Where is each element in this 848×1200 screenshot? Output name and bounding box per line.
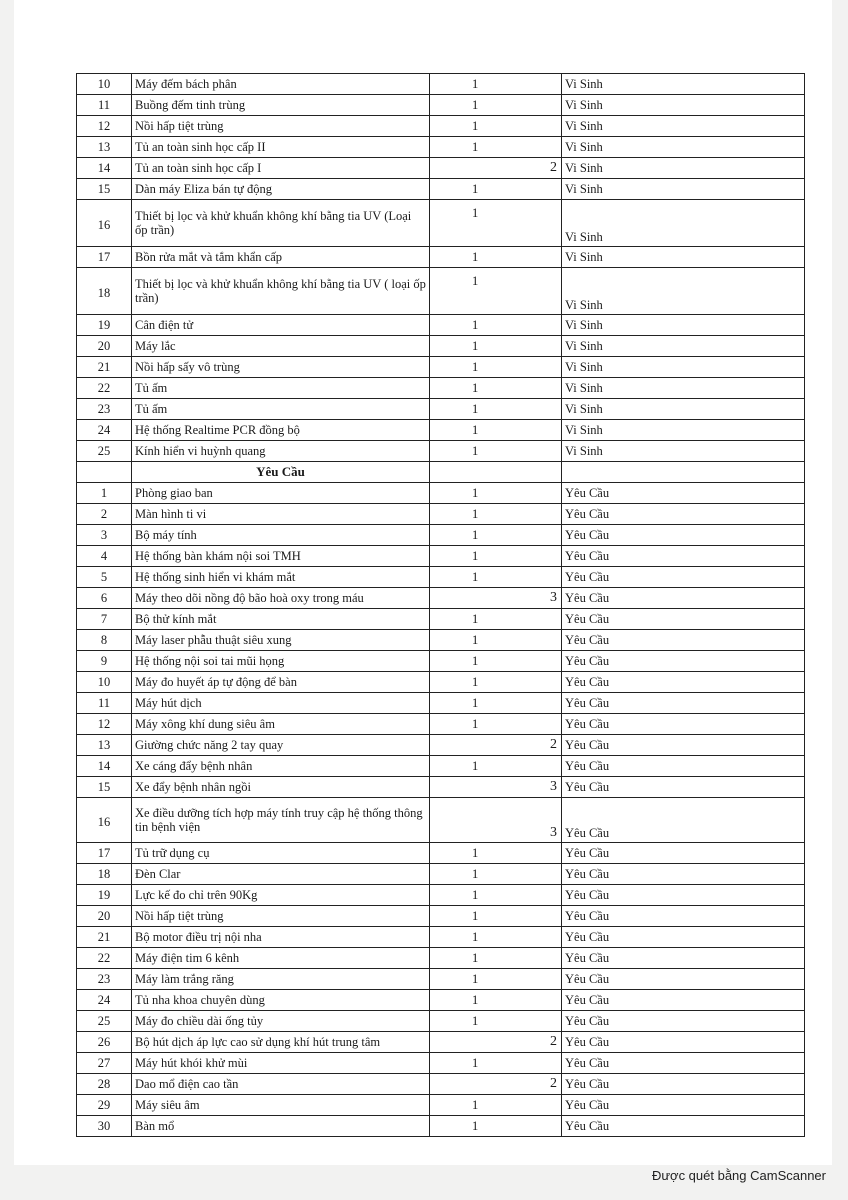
department-cell: Vi Sinh: [562, 441, 805, 462]
table-row: [77, 756, 805, 777]
item-name-cell: Hệ thống nội soi tai mũi họng: [132, 651, 430, 672]
department-cell: Yêu Cầu: [562, 672, 805, 693]
table-row: [77, 714, 805, 735]
item-name-cell: Phòng giao ban: [132, 483, 430, 504]
item-number-cell: 21: [77, 927, 132, 948]
department-cell: Vi Sinh: [562, 116, 805, 137]
table-row: [77, 268, 805, 315]
item-number-cell: 15: [77, 179, 132, 200]
table-row: [77, 483, 805, 504]
table-row: [77, 777, 805, 798]
item-name-cell: Máy làm trắng răng: [132, 969, 430, 990]
table-row: [77, 74, 805, 95]
item-number-cell: 4: [77, 546, 132, 567]
item-name-cell: Xe cáng đẩy bệnh nhân: [132, 756, 430, 777]
item-name-cell: Tủ ấm: [132, 378, 430, 399]
table-row: [77, 948, 805, 969]
table-row: [77, 567, 805, 588]
item-name-cell: Bồn rửa mắt và tắm khẩn cấp: [132, 247, 430, 268]
table-row: [77, 546, 805, 567]
table-row: [77, 441, 805, 462]
item-number-cell: 23: [77, 399, 132, 420]
quantity-cell: 1: [430, 990, 562, 1011]
table-row: [77, 1095, 805, 1116]
department-cell: Yêu Cầu: [562, 546, 805, 567]
table-row: [77, 1074, 805, 1095]
item-name-cell: Buồng đếm tinh trùng: [132, 95, 430, 116]
table-row: [77, 798, 805, 843]
item-number-cell: 25: [77, 1011, 132, 1032]
quantity-cell: 1: [430, 864, 562, 885]
department-cell: Vi Sinh: [562, 200, 805, 247]
department-cell: Yêu Cầu: [562, 798, 805, 843]
department-cell: Vi Sinh: [562, 399, 805, 420]
item-name-cell: Máy điện tim 6 kênh: [132, 948, 430, 969]
table-row: [77, 864, 805, 885]
department-cell: Yêu Cầu: [562, 609, 805, 630]
table-row: [77, 378, 805, 399]
department-cell: Yêu Cầu: [562, 969, 805, 990]
item-number-cell: 24: [77, 990, 132, 1011]
item-number-cell: 21: [77, 357, 132, 378]
quantity-cell: 1: [430, 1011, 562, 1032]
table-row: [77, 969, 805, 990]
item-number-cell: 18: [77, 268, 132, 315]
quantity-cell: 1: [430, 378, 562, 399]
item-name-cell: Tủ nha khoa chuyên dùng: [132, 990, 430, 1011]
department-cell: Yêu Cầu: [562, 693, 805, 714]
empty-cell: [430, 462, 562, 483]
department-cell: Yêu Cầu: [562, 504, 805, 525]
item-name-cell: Nồi hấp sấy vô trùng: [132, 357, 430, 378]
quantity-cell: 1: [430, 137, 562, 158]
item-number-cell: 19: [77, 315, 132, 336]
item-number-cell: 14: [77, 756, 132, 777]
section-title: Yêu Cầu: [132, 462, 430, 483]
department-cell: Vi Sinh: [562, 315, 805, 336]
table-row: [77, 735, 805, 756]
item-number-cell: 12: [77, 714, 132, 735]
table-row: [77, 906, 805, 927]
item-name-cell: Bộ hút dịch áp lực cao sử dụng khí hút trung tâm: [132, 1032, 430, 1053]
item-name-cell: Máy hút khói khử mùi: [132, 1053, 430, 1074]
item-name-cell: Máy xông khí dung siêu âm: [132, 714, 430, 735]
quantity-cell: 2: [430, 1032, 562, 1053]
department-cell: Vi Sinh: [562, 74, 805, 95]
quantity-cell: 1: [430, 179, 562, 200]
item-name-cell: Đèn Clar: [132, 864, 430, 885]
table-row: [77, 247, 805, 268]
quantity-cell: 1: [430, 651, 562, 672]
item-number-cell: 16: [77, 200, 132, 247]
quantity-cell: 1: [430, 95, 562, 116]
item-number-cell: 3: [77, 525, 132, 546]
table-row: [77, 927, 805, 948]
department-cell: Yêu Cầu: [562, 906, 805, 927]
table-row: [77, 1011, 805, 1032]
item-name-cell: Thiết bị lọc và khử khuẩn không khí bằng tia UV ( loại ốp trần): [132, 268, 430, 315]
item-number-cell: 18: [77, 864, 132, 885]
empty-cell: [562, 462, 805, 483]
quantity-cell: 1: [430, 714, 562, 735]
item-number-cell: 10: [77, 74, 132, 95]
item-number-cell: 19: [77, 885, 132, 906]
item-name-cell: Dao mổ điện cao tần: [132, 1074, 430, 1095]
item-number-cell: 22: [77, 378, 132, 399]
quantity-cell: 1: [430, 567, 562, 588]
quantity-cell: 1: [430, 268, 562, 315]
table-row: [77, 672, 805, 693]
item-name-cell: Bộ motor điều trị nội nha: [132, 927, 430, 948]
item-name-cell: Thiết bị lọc và khử khuẩn không khí bằng tia UV (Loại ốp trần): [132, 200, 430, 247]
quantity-cell: 1: [430, 1116, 562, 1137]
item-number-cell: 8: [77, 630, 132, 651]
quantity-cell: 1: [430, 200, 562, 247]
department-cell: Yêu Cầu: [562, 756, 805, 777]
quantity-cell: 1: [430, 116, 562, 137]
item-number-cell: 15: [77, 777, 132, 798]
item-name-cell: Lực kế đo chỉ trên 90Kg: [132, 885, 430, 906]
quantity-cell: 1: [430, 693, 562, 714]
item-name-cell: Hệ thống sinh hiển vi khám mắt: [132, 567, 430, 588]
department-cell: Vi Sinh: [562, 420, 805, 441]
item-number-cell: 17: [77, 843, 132, 864]
item-name-cell: Bộ máy tính: [132, 525, 430, 546]
table-row: [77, 525, 805, 546]
department-cell: Yêu Cầu: [562, 588, 805, 609]
item-name-cell: Nồi hấp tiệt trùng: [132, 116, 430, 137]
item-name-cell: Xe đẩy bệnh nhân ngồi: [132, 777, 430, 798]
table-row: [77, 315, 805, 336]
item-number-cell: 11: [77, 95, 132, 116]
item-name-cell: Kính hiển vi huỳnh quang: [132, 441, 430, 462]
quantity-cell: 1: [430, 525, 562, 546]
item-name-cell: Bàn mổ: [132, 1116, 430, 1137]
table-row: [77, 95, 805, 116]
item-number-cell: 11: [77, 693, 132, 714]
department-cell: Vi Sinh: [562, 95, 805, 116]
table-row: [77, 990, 805, 1011]
item-name-cell: Nồi hấp tiệt trùng: [132, 906, 430, 927]
item-name-cell: Máy đo huyết áp tự động để bàn: [132, 672, 430, 693]
table-row: [77, 357, 805, 378]
item-name-cell: Tủ an toàn sinh học cấp I: [132, 158, 430, 179]
quantity-cell: 3: [430, 588, 562, 609]
department-cell: Vi Sinh: [562, 179, 805, 200]
table-row: [77, 693, 805, 714]
department-cell: Yêu Cầu: [562, 948, 805, 969]
item-number-cell: 6: [77, 588, 132, 609]
table-row: [77, 420, 805, 441]
department-cell: Yêu Cầu: [562, 927, 805, 948]
table-row: [77, 651, 805, 672]
quantity-cell: 1: [430, 441, 562, 462]
item-name-cell: Bộ thử kính mắt: [132, 609, 430, 630]
department-cell: Yêu Cầu: [562, 651, 805, 672]
item-number-cell: 5: [77, 567, 132, 588]
table-row: [77, 200, 805, 247]
item-name-cell: Máy lắc: [132, 336, 430, 357]
item-number-cell: 12: [77, 116, 132, 137]
quantity-cell: 1: [430, 483, 562, 504]
item-name-cell: Dàn máy Eliza bán tự động: [132, 179, 430, 200]
item-number-cell: 7: [77, 609, 132, 630]
quantity-cell: 1: [430, 672, 562, 693]
item-number-cell: 28: [77, 1074, 132, 1095]
quantity-cell: 1: [430, 336, 562, 357]
table-row: [77, 1032, 805, 1053]
table-row: [77, 630, 805, 651]
table-row: [77, 179, 805, 200]
quantity-cell: 1: [430, 756, 562, 777]
department-cell: Yêu Cầu: [562, 525, 805, 546]
section-header-row: [77, 462, 805, 483]
item-number-cell: 20: [77, 336, 132, 357]
quantity-cell: 1: [430, 948, 562, 969]
quantity-cell: 1: [430, 504, 562, 525]
department-cell: Yêu Cầu: [562, 714, 805, 735]
item-number-cell: 24: [77, 420, 132, 441]
department-cell: Vi Sinh: [562, 268, 805, 315]
quantity-cell: 1: [430, 399, 562, 420]
quantity-cell: 1: [430, 1095, 562, 1116]
table-row: [77, 843, 805, 864]
item-number-cell: 20: [77, 906, 132, 927]
item-name-cell: Máy đếm bách phân: [132, 74, 430, 95]
item-number-cell: 22: [77, 948, 132, 969]
department-cell: Yêu Cầu: [562, 990, 805, 1011]
item-name-cell: Máy siêu âm: [132, 1095, 430, 1116]
department-cell: Yêu Cầu: [562, 483, 805, 504]
item-number-cell: 1: [77, 483, 132, 504]
item-name-cell: Cân điện tử: [132, 315, 430, 336]
department-cell: Vi Sinh: [562, 247, 805, 268]
quantity-cell: 1: [430, 357, 562, 378]
item-name-cell: Tủ trữ dụng cụ: [132, 843, 430, 864]
item-name-cell: Tủ ấm: [132, 399, 430, 420]
item-number-cell: 23: [77, 969, 132, 990]
department-cell: Yêu Cầu: [562, 864, 805, 885]
item-name-cell: Máy laser phẫu thuật siêu xung: [132, 630, 430, 651]
table-row: [77, 1116, 805, 1137]
table-row: [77, 116, 805, 137]
table-row: [77, 609, 805, 630]
quantity-cell: 1: [430, 969, 562, 990]
item-name-cell: Giường chức năng 2 tay quay: [132, 735, 430, 756]
table-row: [77, 399, 805, 420]
department-cell: Vi Sinh: [562, 336, 805, 357]
item-number-cell: 13: [77, 137, 132, 158]
department-cell: Yêu Cầu: [562, 777, 805, 798]
department-cell: Vi Sinh: [562, 137, 805, 158]
department-cell: Yêu Cầu: [562, 735, 805, 756]
quantity-cell: 1: [430, 315, 562, 336]
equipment-table-body: [77, 74, 805, 1137]
quantity-cell: 1: [430, 927, 562, 948]
quantity-cell: 2: [430, 1074, 562, 1095]
item-name-cell: Màn hình ti vi: [132, 504, 430, 525]
item-name-cell: Máy theo dõi nồng độ bão hoà oxy trong máu: [132, 588, 430, 609]
item-name-cell: Máy hút dịch: [132, 693, 430, 714]
table-row: [77, 137, 805, 158]
item-number-cell: 29: [77, 1095, 132, 1116]
quantity-cell: 1: [430, 1053, 562, 1074]
department-cell: Vi Sinh: [562, 378, 805, 399]
item-number-cell: 26: [77, 1032, 132, 1053]
item-number-cell: 17: [77, 247, 132, 268]
department-cell: Yêu Cầu: [562, 567, 805, 588]
table-row: [77, 158, 805, 179]
quantity-cell: 3: [430, 777, 562, 798]
quantity-cell: 1: [430, 546, 562, 567]
table-row: [77, 504, 805, 525]
department-cell: Yêu Cầu: [562, 1032, 805, 1053]
equipment-table: [76, 73, 805, 1137]
item-name-cell: Hệ thống Realtime PCR đồng bộ: [132, 420, 430, 441]
item-number-cell: 27: [77, 1053, 132, 1074]
quantity-cell: 1: [430, 609, 562, 630]
item-number-cell: 9: [77, 651, 132, 672]
quantity-cell: 1: [430, 630, 562, 651]
department-cell: Yêu Cầu: [562, 1095, 805, 1116]
item-number-cell: 13: [77, 735, 132, 756]
quantity-cell: 1: [430, 906, 562, 927]
item-name-cell: Xe điều dưỡng tích hợp máy tính truy cập hệ thống thông tin bệnh viện: [132, 798, 430, 843]
item-number-cell: 14: [77, 158, 132, 179]
empty-cell: [77, 462, 132, 483]
department-cell: Yêu Cầu: [562, 1053, 805, 1074]
table-row: [77, 1053, 805, 1074]
department-cell: Vi Sinh: [562, 158, 805, 179]
item-number-cell: 10: [77, 672, 132, 693]
department-cell: Yêu Cầu: [562, 1074, 805, 1095]
quantity-cell: 1: [430, 420, 562, 441]
department-cell: Yêu Cầu: [562, 1116, 805, 1137]
department-cell: Yêu Cầu: [562, 630, 805, 651]
table-row: [77, 588, 805, 609]
department-cell: Vi Sinh: [562, 357, 805, 378]
quantity-cell: 1: [430, 885, 562, 906]
item-number-cell: 16: [77, 798, 132, 843]
camscanner-footer: Được quét bằng CamScanner: [651, 1168, 826, 1183]
department-cell: Yêu Cầu: [562, 885, 805, 906]
quantity-cell: 2: [430, 158, 562, 179]
item-number-cell: 25: [77, 441, 132, 462]
quantity-cell: 1: [430, 74, 562, 95]
department-cell: Yêu Cầu: [562, 843, 805, 864]
quantity-cell: 1: [430, 843, 562, 864]
item-name-cell: Tủ an toàn sinh học cấp II: [132, 137, 430, 158]
table-row: [77, 336, 805, 357]
quantity-cell: 2: [430, 735, 562, 756]
department-cell: Yêu Cầu: [562, 1011, 805, 1032]
item-number-cell: 30: [77, 1116, 132, 1137]
quantity-cell: 1: [430, 247, 562, 268]
item-name-cell: Máy đo chiều dài ống tủy: [132, 1011, 430, 1032]
item-number-cell: 2: [77, 504, 132, 525]
table-row: [77, 885, 805, 906]
quantity-cell: 3: [430, 798, 562, 843]
item-name-cell: Hệ thống bàn khám nội soi TMH: [132, 546, 430, 567]
